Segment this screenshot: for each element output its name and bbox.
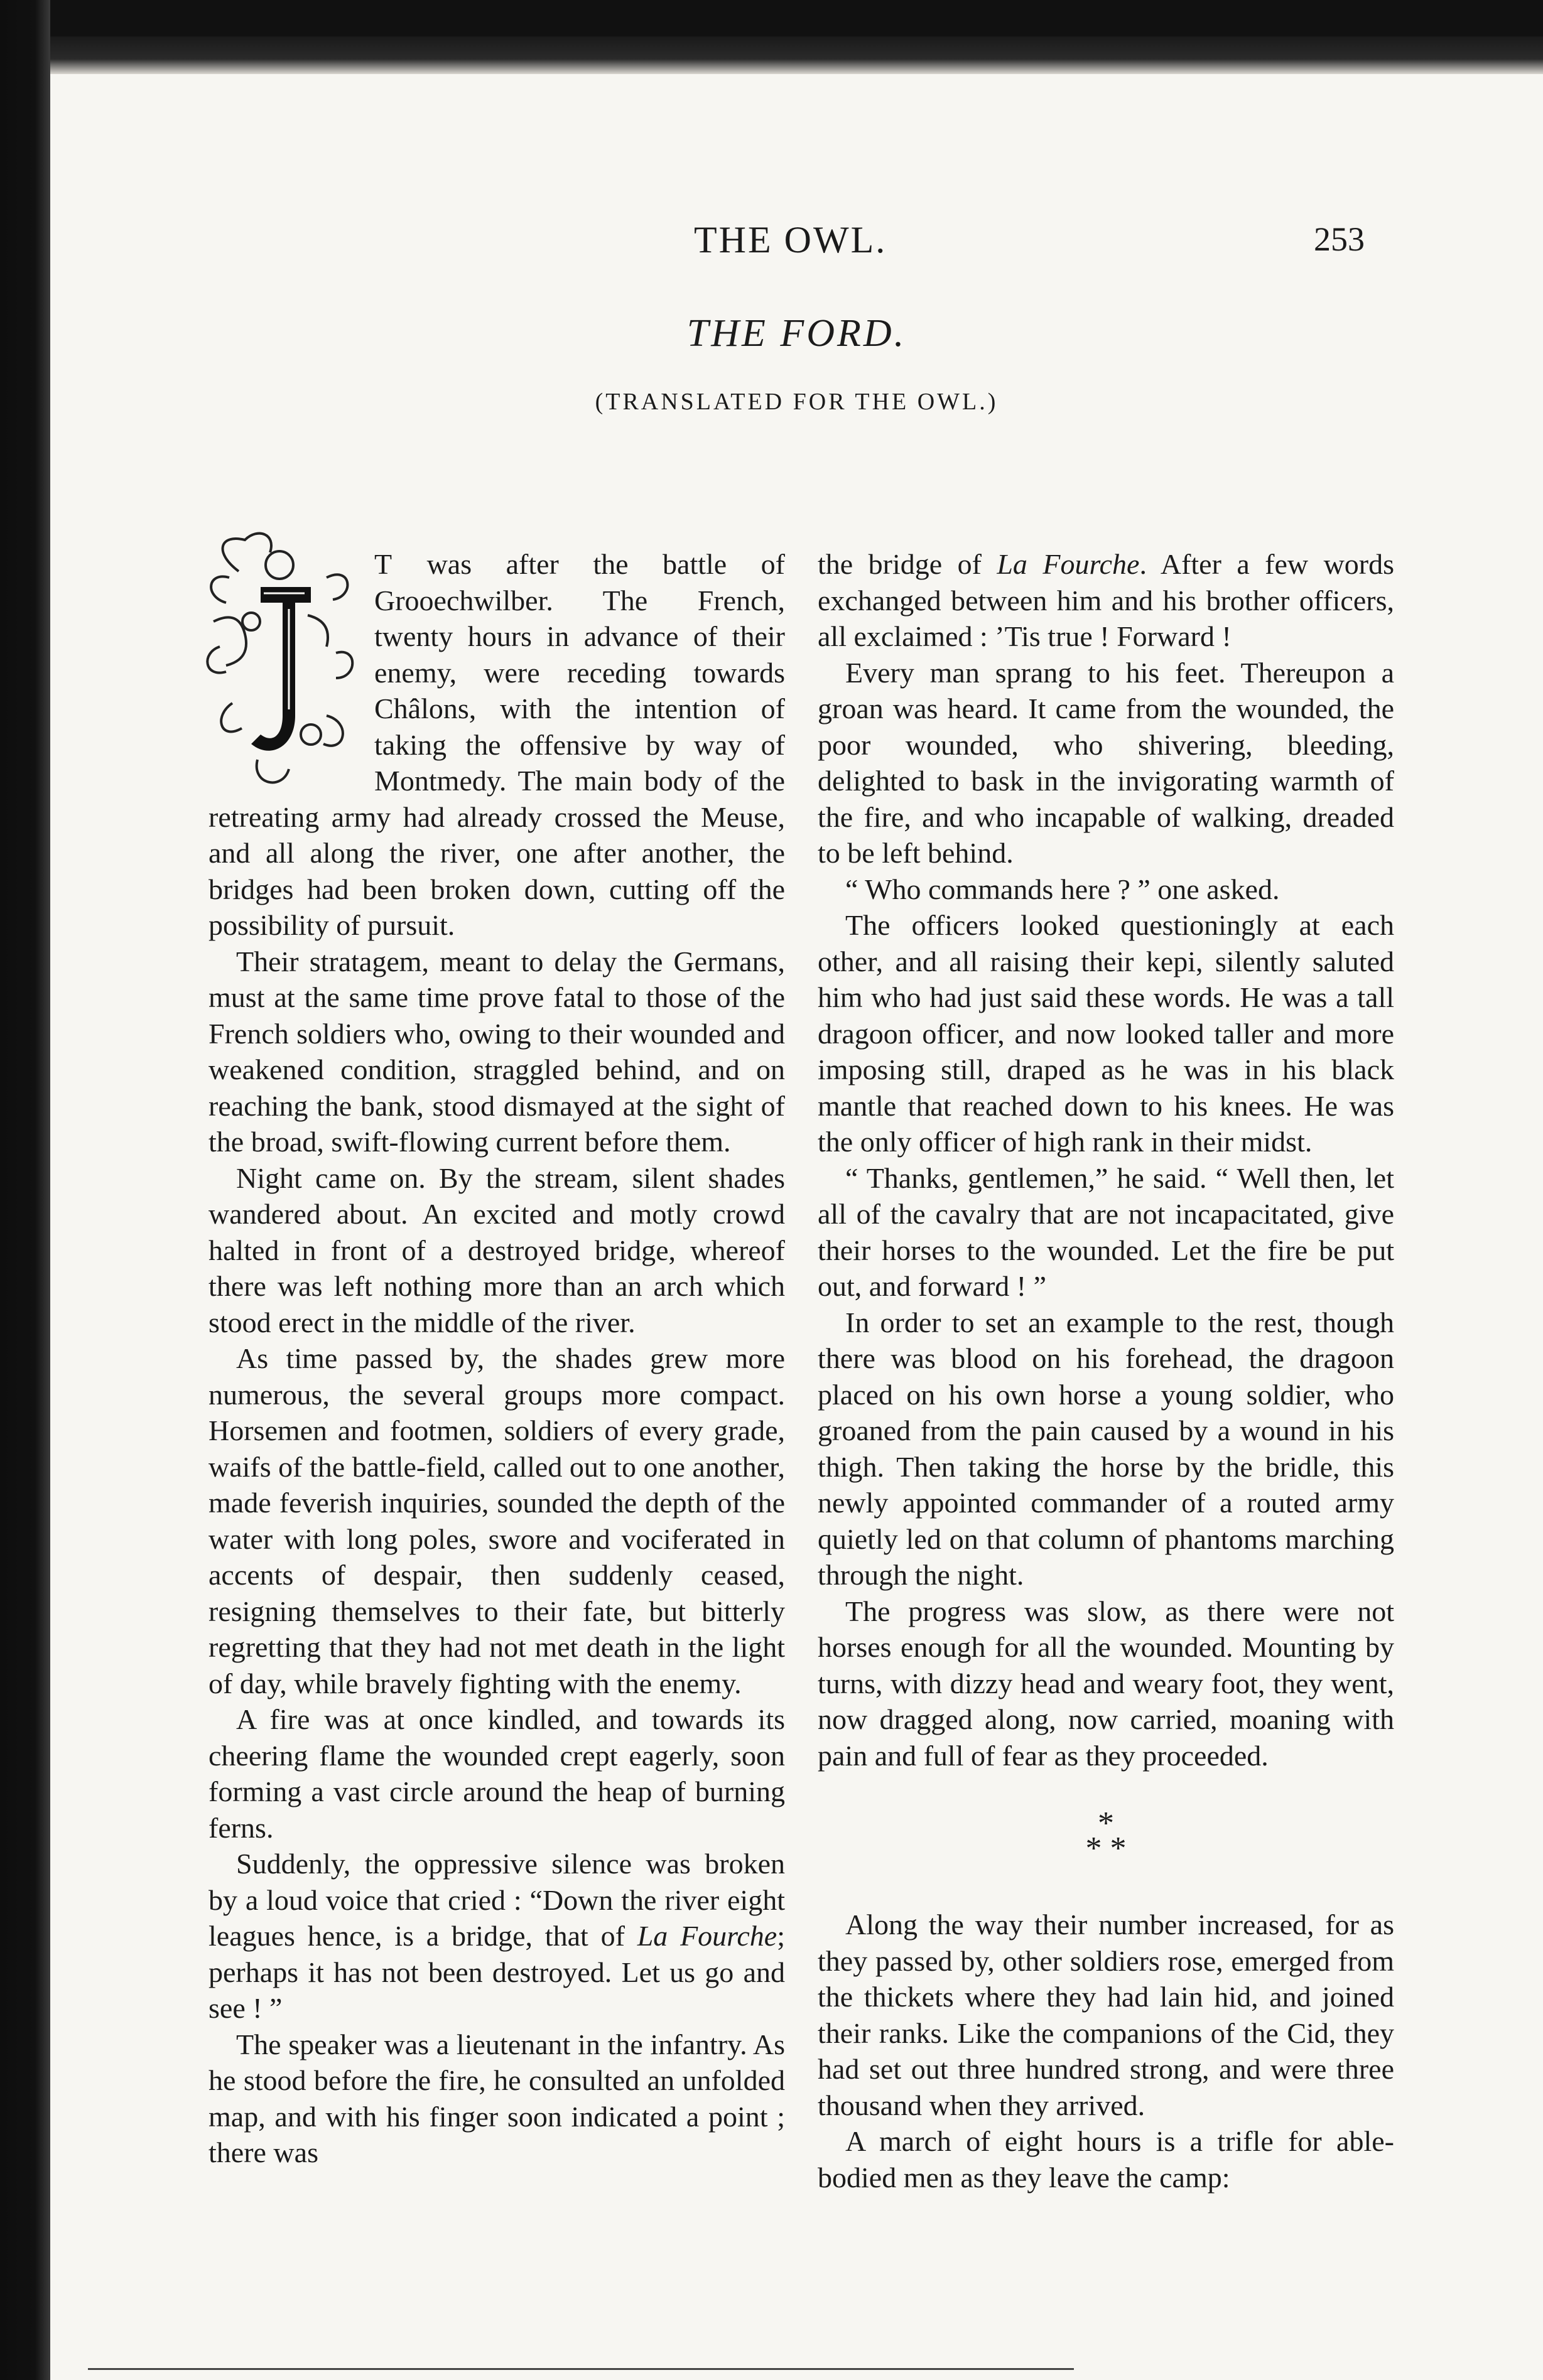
paragraph: In order to set an example to the rest, though there was blood on his forehead, the dragoon placed on his own horse a young soldier, who groaned from the pain caused by a wound in his thigh. Then taking the horse by the bridle, this newly appointed commander of a routed army quietly led on that column of phantoms marching through the night. — [818, 1306, 1394, 1591]
paragraph-text: ; perhaps it has not been destroyed. Let us go and see ! ” — [208, 1920, 785, 2024]
paragraph: Their stratagem, meant to delay the Germans, must at the same time prove fatal to those of the French soldiers who, owing to their wounded and weakened condition, straggled behind, and on reaching the bank, stood dismayed at the sight of the broad, swift-flowing current before them. — [208, 945, 785, 1158]
right-column — [818, 546, 1394, 2195]
left-column — [208, 546, 785, 2171]
paragraph-text: the bridge of — [818, 548, 997, 580]
drop-cap-continuation: T — [374, 548, 393, 580]
paragraph: A fire was at once kindled, and towards its cheering flame the wounded crept eagerly, soon forming a vast circle around the heap of burning ferns. — [208, 1703, 785, 1844]
page-number: 253 — [1314, 220, 1365, 258]
paragraph: As time passed by, the shades grew more numerous, the several groups more compact. Horsemen and footmen, soldiers of every grade, waifs of the battle-field, called out to one another, made feverish inquiries, sounded the depth of the water with long poles, swore and vociferated in accents of despair, then suddenly ceased, resigning themselves to their fate, but bitterly regretting that they had not met death in the light of day, while bravely fighting with the enemy. — [208, 1342, 785, 1699]
asterism-bottom: * * — [1085, 1831, 1127, 1866]
article-subtitle: (TRANSLATED FOR THE OWL.) — [595, 389, 999, 415]
ornamental-drop-cap-icon — [201, 527, 358, 794]
section-break-asterism — [818, 1806, 1394, 1866]
article-title: THE FORD. — [686, 312, 907, 355]
paragraph-text: was after the battle of Grooechwilber. The French, twenty hours in advance of their enemy, were receding towards Châlons, with the intention of taking the offensive by way of Montmedy. The main body of the retreating army had already crossed the Meuse, and all along the river, one after another, the bridges had been broken down, cutting off the possibility of pursuit. — [208, 548, 785, 941]
paragraph: Night came on. By the stream, silent shades wandered about. An excited and motly crowd halted in front of a destroyed bridge, whereof there was left nothing more than an arch which stood erect in the middle of the river. — [208, 1161, 785, 1338]
paragraph: The speaker was a lieutenant in the infantry. As he stood before the fire, he consulted an unfolded map, and with his finger soon indicated a point ; there was — [208, 2028, 785, 2168]
paragraph — [208, 546, 785, 944]
scan-top-shadow — [0, 36, 1543, 74]
paragraph — [208, 1846, 785, 2027]
paragraph: Along the way their number increased, for as they passed by, other soldiers rose, emerged from the thickets where they had lain hid, and joined their ranks. Like the companions of the Cid, they had set out three hundred strong, and were three thousand when they arrived. — [818, 1909, 1394, 2121]
paragraph: “ Thanks, gentlemen,” he said. “ Well then, let all of the cavalry that are not incapacitated, give their horses to the wounded. Let the fire be put out, and forward ! ” — [818, 1161, 1394, 1302]
scan-top-edge — [0, 0, 1543, 36]
paragraph: “ Who commands here ? ” one asked. — [845, 873, 1280, 905]
paragraph-text: . After a few words exchanged between him and his brother officers, all exclaimed : ’Tis true ! Forward ! — [818, 548, 1395, 652]
paragraph — [818, 546, 1394, 655]
paragraph-text: Suddenly, the oppressive silence was broken by a loud voice that cried : “Down the river eight leagues hence, is a bridge, that of — [208, 1848, 785, 1952]
bottom-rule — [88, 2368, 1074, 2370]
page — [50, 74, 1543, 2380]
paragraph: The officers looked questioningly at each other, and all raising their kepi, silently saluted him who had just said these words. He was a tall dragoon officer, and now looked taller and more imposing still, draped as he was in his black mantle that reached down to his knees. He was the only officer of high rank in their midst. — [818, 909, 1394, 1158]
scan-left-edge — [0, 0, 50, 2380]
paragraph: The progress was slow, as there were not horses enough for all the wounded. Mounting by turns, with dizzy head and weary foot, they went, now dragged along, now carried, moaning with pain and full of fear as they proceeded. — [818, 1595, 1394, 1772]
paragraph: Every man sprang to his feet. Thereupon a groan was heard. It came from the wounded, the poor wounded, who shivering, bleeding, delighted to bask in the invigorating warmth of the fire, and who incapable of walking, dreaded to be left behind. — [818, 656, 1394, 869]
italic-place-name: La Fourche — [997, 548, 1140, 580]
asterism-top: * — [1098, 1806, 1114, 1841]
paragraph: A march of eight hours is a trifle for able-bodied men as they leave the camp: — [818, 2125, 1394, 2194]
running-head: THE OWL. — [694, 219, 887, 261]
italic-place-name: La Fourche — [637, 1920, 777, 1952]
